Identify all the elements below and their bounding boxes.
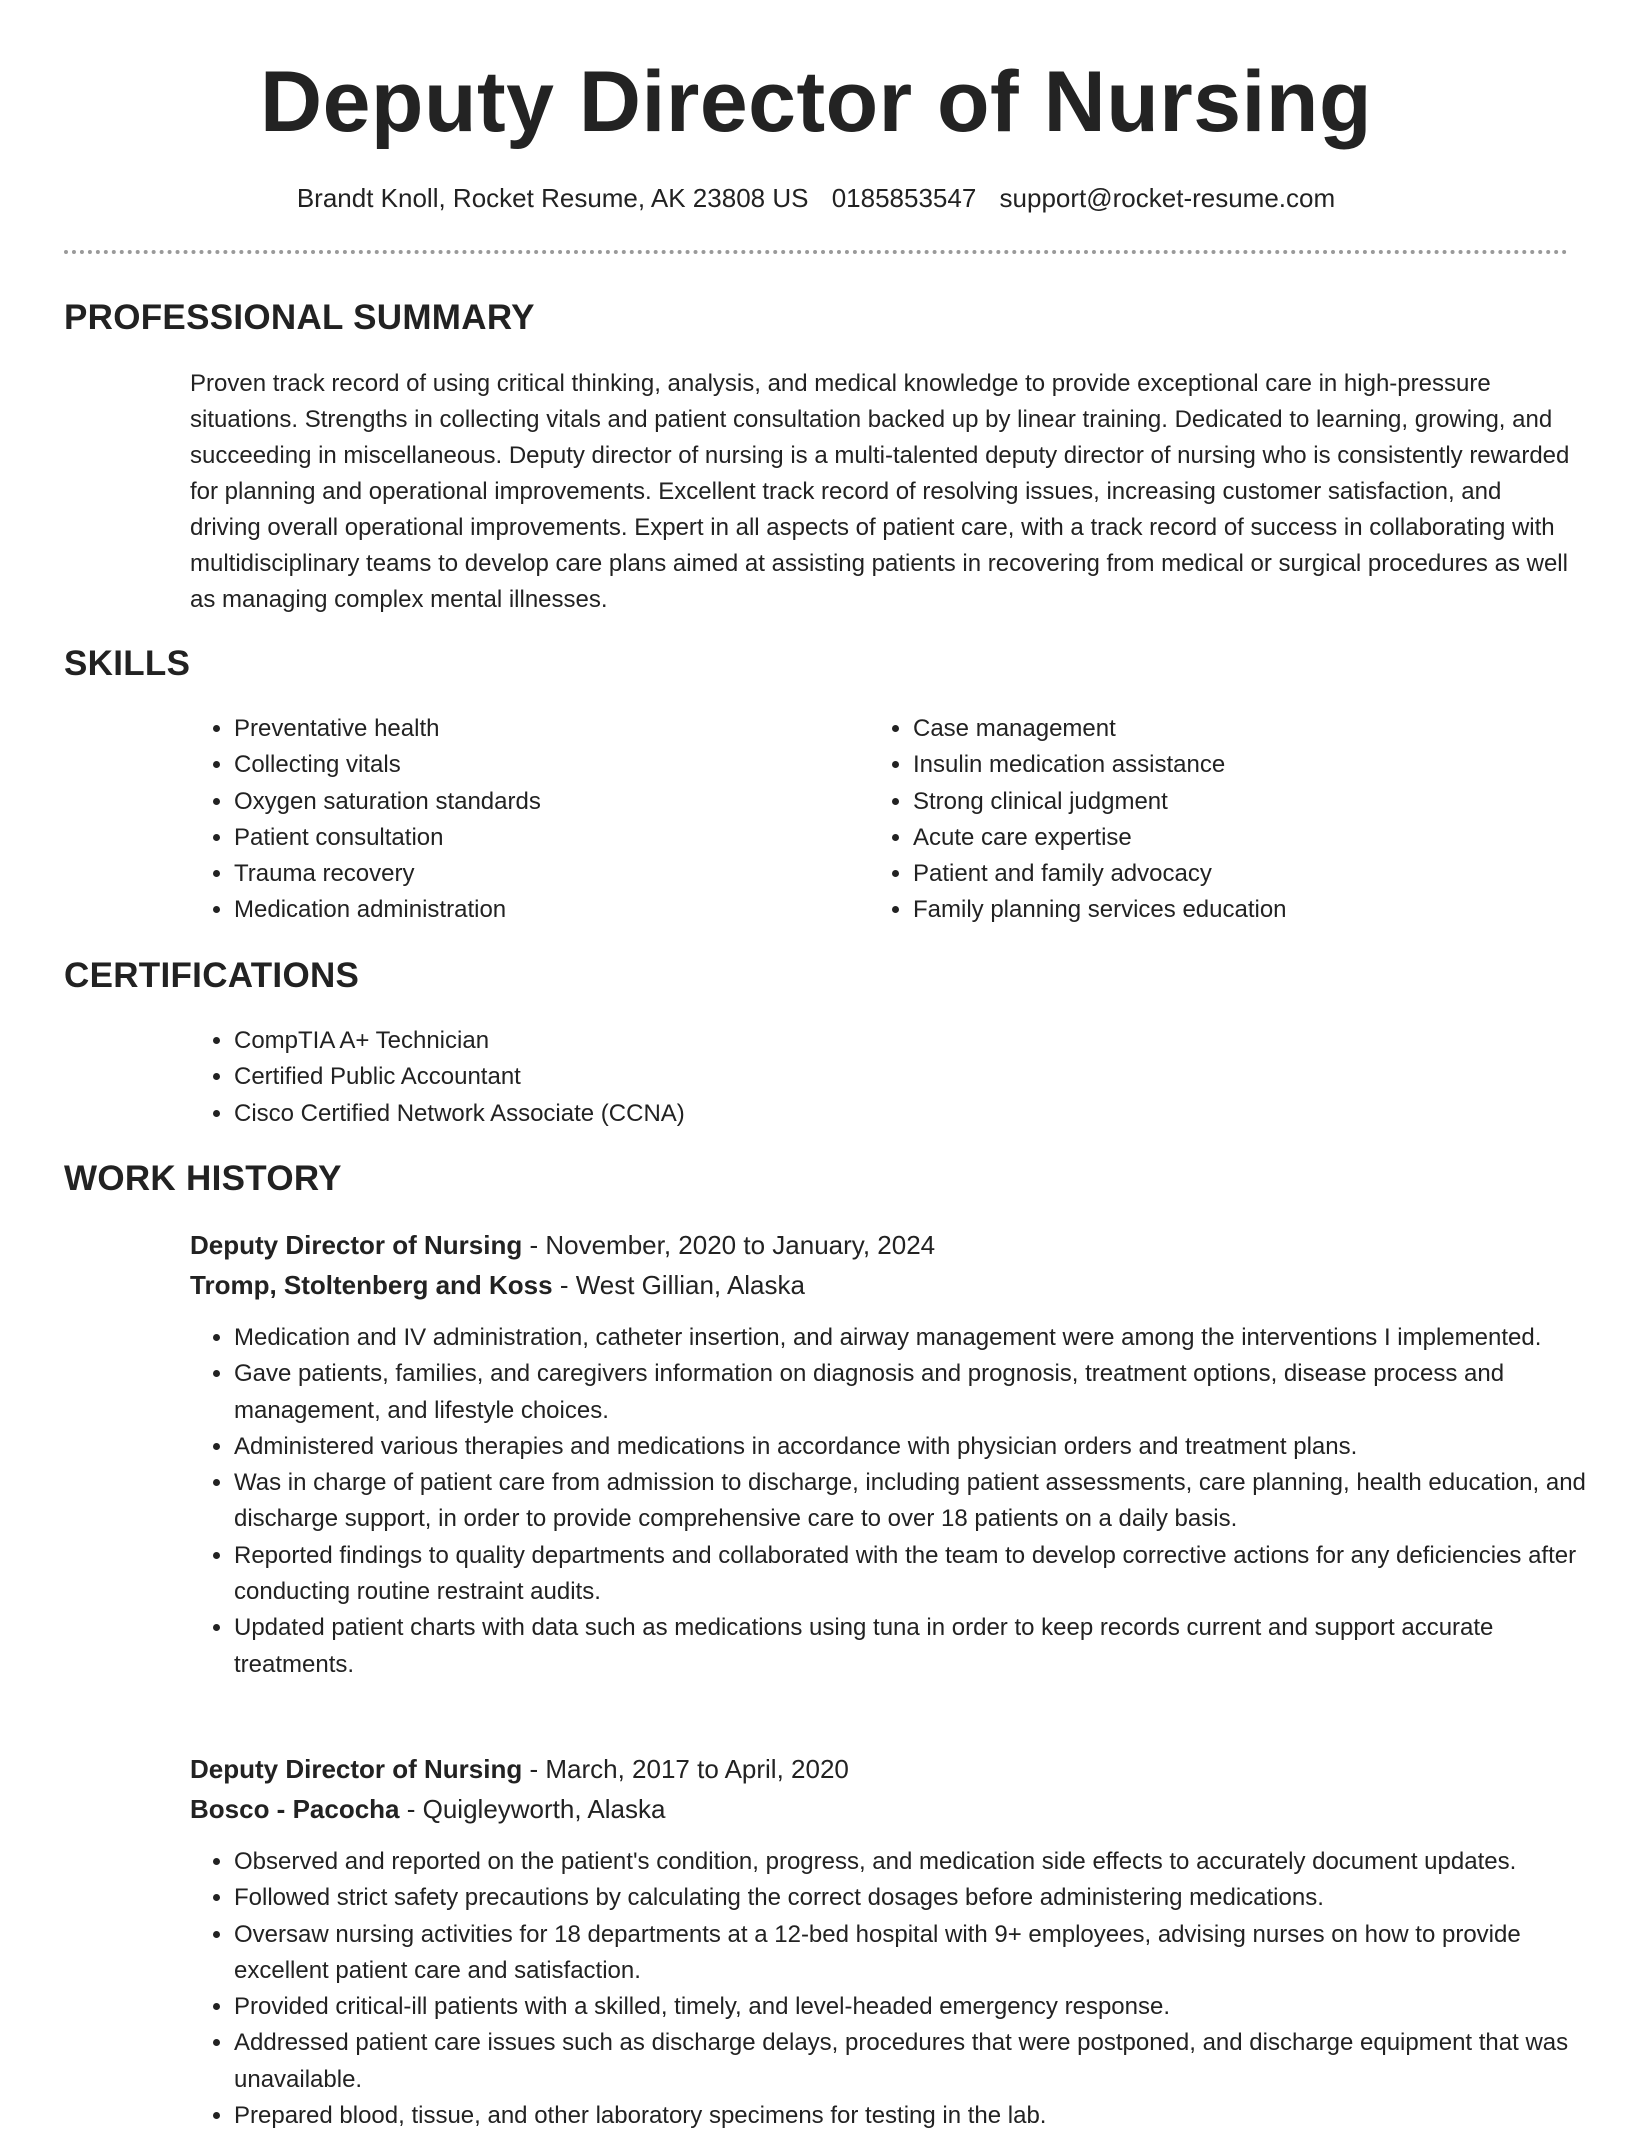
job-bullet: • Administered various therapies and medications in accordance with physician orders and treatment plans.	[234, 1429, 1610, 1465]
contact-email: support@rocket-resume.com	[999, 183, 1336, 213]
job-bullets	[190, 1844, 1610, 2134]
job-company: Tromp, Stoltenberg and Koss	[190, 1270, 553, 1300]
skills-heading: SKILLS	[64, 644, 191, 683]
skill-item: • Medication administration	[234, 892, 854, 928]
job-title: Deputy Director of Nursing	[190, 1230, 523, 1260]
job-bullet: • Addressed patient care issues such as discharge delays, procedures that were postponed, and discharge equipment that was unavailable.	[234, 2025, 1610, 2098]
job-dates: - November, 2020 to January, 2024	[522, 1230, 936, 1260]
certification-item: • Cisco Certified Network Associate (CCNA)	[234, 1096, 1534, 1132]
job-bullet: • Gave patients, families, and caregivers information on diagnosis and prognosis, treatment options, disease process and management, and lifestyle choices.	[234, 1356, 1610, 1429]
skill-item: • Strong clinical judgment	[913, 784, 1593, 820]
header-divider	[64, 250, 1568, 254]
job-title-line	[190, 1749, 849, 1789]
skills-list-left	[190, 711, 854, 929]
skill-item: • Case management	[913, 711, 1593, 747]
skill-item: • Family planning services education	[913, 892, 1593, 928]
skill-item: • Preventative health	[234, 711, 854, 747]
certification-item: • CompTIA A+ Technician	[234, 1023, 1534, 1059]
skill-item: • Insulin medication assistance	[913, 747, 1593, 783]
job-bullet: • Provided critical-ill patients with a skilled, timely, and level-headed emergency response.	[234, 1989, 1610, 2025]
job-bullet: • Medication and IV administration, catheter insertion, and airway management were among the interventions I implemented.	[234, 1320, 1610, 1356]
job-location: - West Gillian, Alaska	[552, 1270, 805, 1300]
certifications-heading: CERTIFICATIONS	[64, 956, 360, 995]
skill-item: • Patient consultation	[234, 820, 854, 856]
skill-item: • Patient and family advocacy	[913, 856, 1593, 892]
job-location: - Quigleyworth, Alaska	[399, 1794, 666, 1824]
job-bullet: • Was in charge of patient care from admission to discharge, including patient assessments, care planning, health education, and discharge support, in order to provide comprehensive care to over 18 patients on a daily basis.	[234, 1465, 1610, 1538]
skills-list-right	[869, 711, 1593, 929]
certifications-list	[190, 1023, 1534, 1132]
job-company: Bosco - Pacocha	[190, 1794, 400, 1824]
job-dates: - March, 2017 to April, 2020	[522, 1754, 849, 1784]
job-company-line	[190, 1265, 805, 1305]
contact-line	[0, 178, 1632, 218]
skill-item: • Oxygen saturation standards	[234, 784, 854, 820]
contact-address: Brandt Knoll, Rocket Resume, AK 23808 US	[296, 183, 809, 213]
work-history-heading: WORK HISTORY	[64, 1159, 342, 1198]
job-bullet: • Prepared blood, tissue, and other laboratory specimens for testing in the lab.	[234, 2098, 1610, 2134]
job-title: Deputy Director of Nursing	[190, 1754, 523, 1784]
summary-text: Proven track record of using critical thinking, analysis, and medical knowledge to provide exceptional care in high-pressure situations. Strengths in collecting vitals and patient consultation backed up by linear training. Dedicated to learning, growing, and succeeding in miscellaneous. Deputy director of nursing is a multi-talented deputy director of nursing who is consistently rewarded for planning and operational improvements. Excellent track record of resolving issues, increasing customer satisfaction, and driving overall operational improvements. Expert in all aspects of patient care, with a track record of success in collaborating with multidisciplinary teams to develop care plans aimed at assisting patients in recovering from medical or surgical procedures as well as managing complex mental illnesses.	[190, 370, 1570, 613]
job-bullet: • Observed and reported on the patient's condition, progress, and medication side effects to accurately document updates.	[234, 1844, 1610, 1880]
skill-item: • Trauma recovery	[234, 856, 854, 892]
job-bullets	[190, 1320, 1610, 1683]
job-bullet: • Updated patient charts with data such as medications using tuna in order to keep records current and support accurate treatments.	[234, 1610, 1610, 1683]
contact-phone: 0185853547	[831, 183, 977, 213]
summary-heading: PROFESSIONAL SUMMARY	[64, 298, 535, 337]
job-bullet: • Followed strict safety precautions by calculating the correct dosages before administering medications.	[234, 1880, 1610, 1916]
skill-item: • Acute care expertise	[913, 820, 1593, 856]
skill-item: • Collecting vitals	[234, 747, 854, 783]
certification-item: • Certified Public Accountant	[234, 1059, 1534, 1095]
job-bullet: • Reported findings to quality departments and collaborated with the team to develop corrective actions for any deficiencies after conducting routine restraint audits.	[234, 1538, 1610, 1611]
resume-title: Deputy Director of Nursing	[260, 54, 1372, 150]
job-company-line	[190, 1789, 665, 1829]
job-bullet: • Oversaw nursing activities for 18 departments at a 12-bed hospital with 9+ employees, advising nurses on how to provide excellent patient care and satisfaction.	[234, 1917, 1610, 1990]
job-title-line	[190, 1225, 935, 1265]
